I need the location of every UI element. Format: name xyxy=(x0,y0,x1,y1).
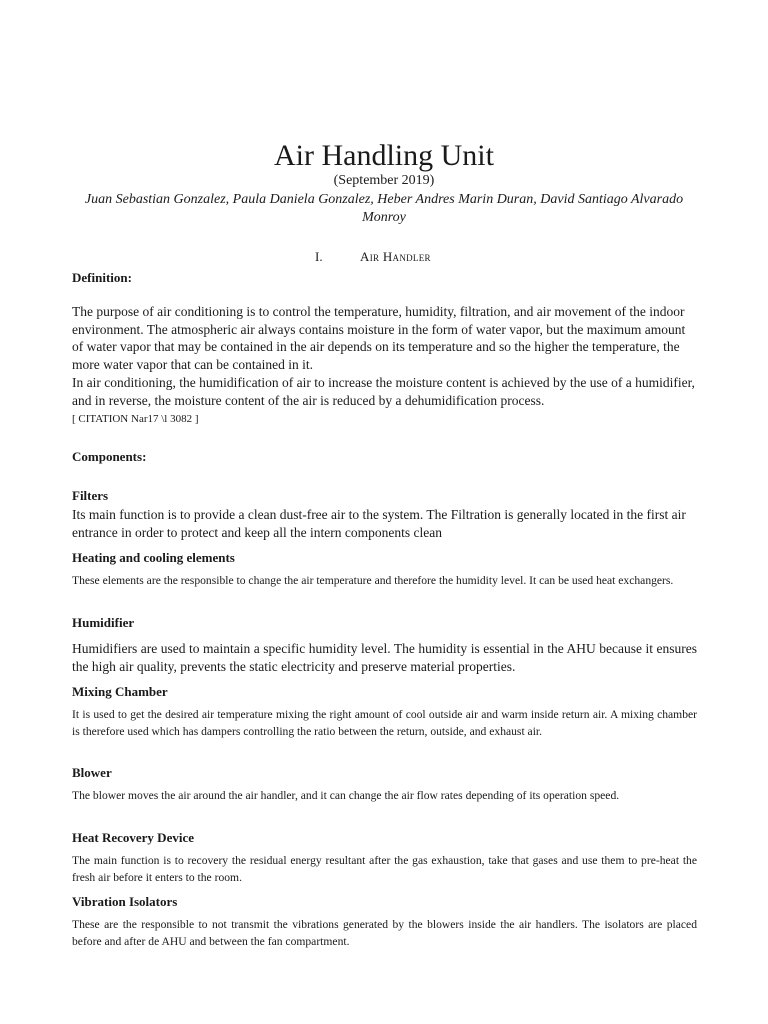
component-text-humidifier: Humidifiers are used to maintain a specific humidity level. The humidity is essential in the AHU because it ensures the high air quality, prevents the static electricity and preserve material properties. xyxy=(72,641,697,674)
section-number: I. xyxy=(315,249,323,264)
definition-heading: Definition: xyxy=(72,270,132,285)
component-text-vibration-isolators: These are the responsible to not transmit the vibrations generated by the blowers inside the air handlers. The isolators are placed before and after de AHU and between the fan compartment. xyxy=(72,918,697,948)
component-title-humidifier: Humidifier xyxy=(72,615,135,630)
component-title-heat-recovery: Heat Recovery Device xyxy=(72,830,194,845)
component-title-vibration-isolators: Vibration Isolators xyxy=(72,894,178,909)
component-title-mixing-chamber: Mixing Chamber xyxy=(72,684,168,699)
document-authors: Juan Sebastian Gonzalez, Paula Daniela Gonzalez, Heber Andres Marin Duran, David Santiago Alvarado Monroy xyxy=(84,192,684,225)
component-text-blower: The blower moves the air around the air handler, and it can change the air flow rates depending of its operation speed. xyxy=(72,789,620,802)
section-title: Air Handler xyxy=(360,249,431,264)
component-text-heat-recovery: The main function is to recovery the residual energy resultant after the gas exhaustion, take that gases and use them to pre-heat the fresh air before it enters to the room. xyxy=(72,854,697,884)
definition-paragraph-2: In air conditioning, the humidification of air to increase the moisture content is achieved by the use of a humidifier, and in reverse, the moisture content of the air is reduced by a dehumidification process. xyxy=(72,375,695,408)
component-text-mixing-chamber: It is used to get the desired air temperature mixing the right amount of cool outside air and warm inside return air. A mixing chamber is therefore used which has dampers controlling the ratio between the return, outside, and exhaust air. xyxy=(72,708,697,738)
component-title-heating-cooling: Heating and cooling elements xyxy=(72,550,235,565)
definition-paragraph-1: The purpose of air conditioning is to control the temperature, humidity, filtration, and air movement of the indoor environment. The atmospheric air always contains moisture in the form of water vapor, but the maximum amount of water vapor that may be contained in the air depends on its temperature and so the higher the temperature, the more water vapor that can be contained in it. xyxy=(72,304,686,372)
document-date: (September 2019) xyxy=(333,173,435,188)
component-text-filters: Its main function is to provide a clean dust-free air to the system. The Filtration is generally located in the first air entrance in order to protect and keep all the intern components clean xyxy=(72,507,686,540)
document-title: Air Handling Unit xyxy=(274,139,494,172)
component-text-heating-cooling: These elements are the responsible to change the air temperature and therefore the humidity level. It can be used heat exchangers. xyxy=(72,574,674,587)
citation: [ CITATION Nar17 \l 3082 ] xyxy=(72,413,199,425)
components-heading: Components: xyxy=(72,449,147,464)
component-title-blower: Blower xyxy=(72,765,112,780)
section-heading xyxy=(0,248,768,266)
component-title-filters: Filters xyxy=(72,488,109,503)
